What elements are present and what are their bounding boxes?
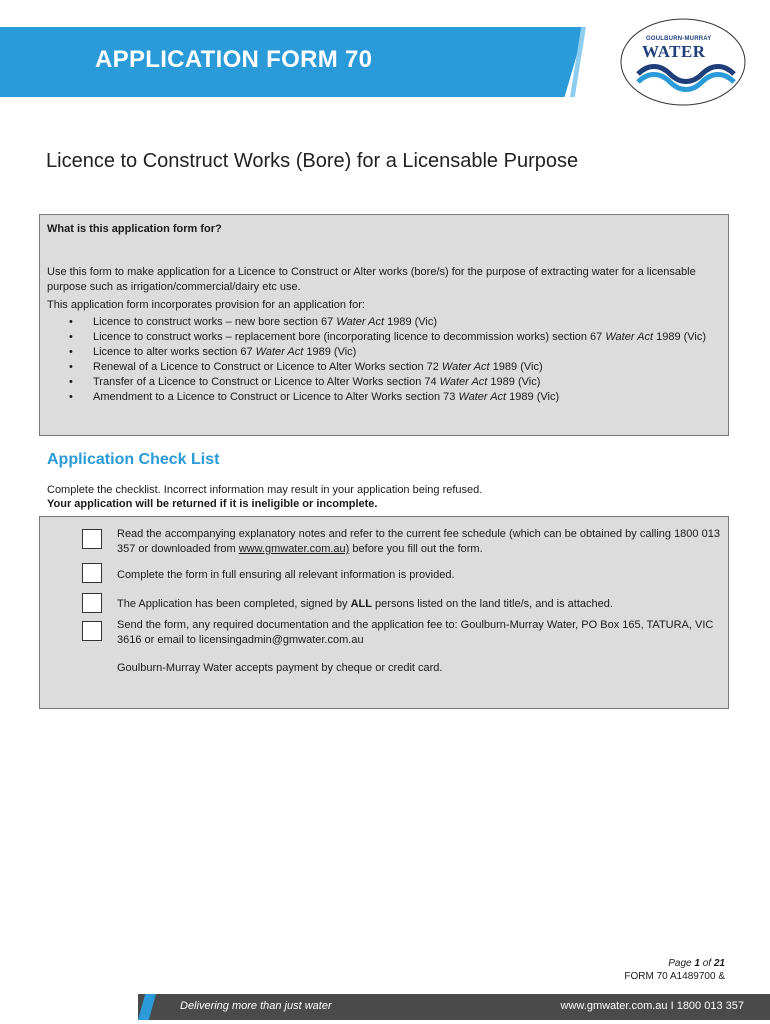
payment-note: Goulburn-Murray Water accepts payment by cheque or credit card.: [117, 662, 443, 674]
checklist-box: [39, 516, 729, 709]
footer-tagline: Delivering more than just water: [180, 1000, 332, 1012]
list-item: • Licence to alter works section 67 Water Act 1989 (Vic): [47, 345, 717, 360]
checklist-item-3: The Application has been completed, signed by ALL persons listed on the land title/s, and is attached.: [117, 598, 613, 610]
checklist-heading: Application Check List: [47, 451, 220, 468]
page-number: Page 1 of 21: [668, 958, 725, 969]
checkbox-complete-form[interactable]: [82, 563, 102, 583]
application-types-list: [47, 315, 717, 405]
list-item: • Licence to construct works – new bore section 67 Water Act 1989 (Vic): [47, 315, 717, 330]
page-title: Licence to Construct Works (Bore) for a Licensable Purpose: [46, 150, 579, 172]
gmwater-link[interactable]: www.gmwater.com.au): [238, 543, 350, 555]
checklist-intro-text: Complete the checklist. Incorrect information may result in your application being refused.: [47, 484, 483, 496]
checklist-item-2: Complete the form in full ensuring all relevant information is provided.: [117, 569, 455, 581]
footer-contact: www.gmwater.com.au I 1800 013 357: [560, 1000, 744, 1012]
checklist-item-4: Send the form, any required documentation and the application fee to: Goulburn-Murray Water, PO Box 165, TATURA, VIC 3616 or email to licensingadmin@gmwater.com.au: [117, 619, 714, 646]
info-box: [39, 214, 729, 436]
form-reference: FORM 70 A1489700 &: [624, 971, 725, 982]
info-paragraph-2: This application form incorporates provision for an application for:: [47, 299, 365, 311]
list-item: • Amendment to a Licence to Construct or Licence to Alter Works section 73 Water Act 1989 (Vic): [47, 390, 717, 405]
list-item: • Transfer of a Licence to Construct or Licence to Alter Works section 74 Water Act 1989 (Vic): [47, 375, 717, 390]
gmw-logo: [618, 16, 748, 108]
logo-top-text: GOULBURN-MURRAY: [646, 36, 712, 42]
checkbox-send-form[interactable]: [82, 621, 102, 641]
checklist-warning: Your application will be returned if it is ineligible or incomplete.: [47, 498, 378, 510]
checklist-intro: [47, 483, 482, 511]
form-title: APPLICATION FORM 70: [95, 46, 373, 73]
info-question: What is this application form for?: [47, 223, 222, 235]
list-item: • Licence to construct works – replacement bore (incorporating licence to decommission works) section 67 Water Act 1989 (Vic): [47, 330, 717, 345]
info-paragraph-1: Use this form to make application for a Licence to Construct or Alter works (bore/s) for the purpose of extracting water for a licensable purpose such as irrigation/commercial/dairy etc use.: [47, 266, 696, 293]
checklist-item-1: Read the accompanying explanatory notes and refer to the current fee schedule (which can be obtained by calling 1800 013 357 or downloaded from www.gmwater.com.au) before you fill out the form.: [117, 528, 720, 555]
list-item: • Renewal of a Licence to Construct or Licence to Alter Works section 72 Water Act 1989 (Vic): [47, 360, 717, 375]
checkbox-signed[interactable]: [82, 593, 102, 613]
logo-ellipse-icon: [618, 16, 748, 108]
logo-main-text: WATER: [642, 42, 706, 61]
checkbox-read-notes[interactable]: [82, 529, 102, 549]
